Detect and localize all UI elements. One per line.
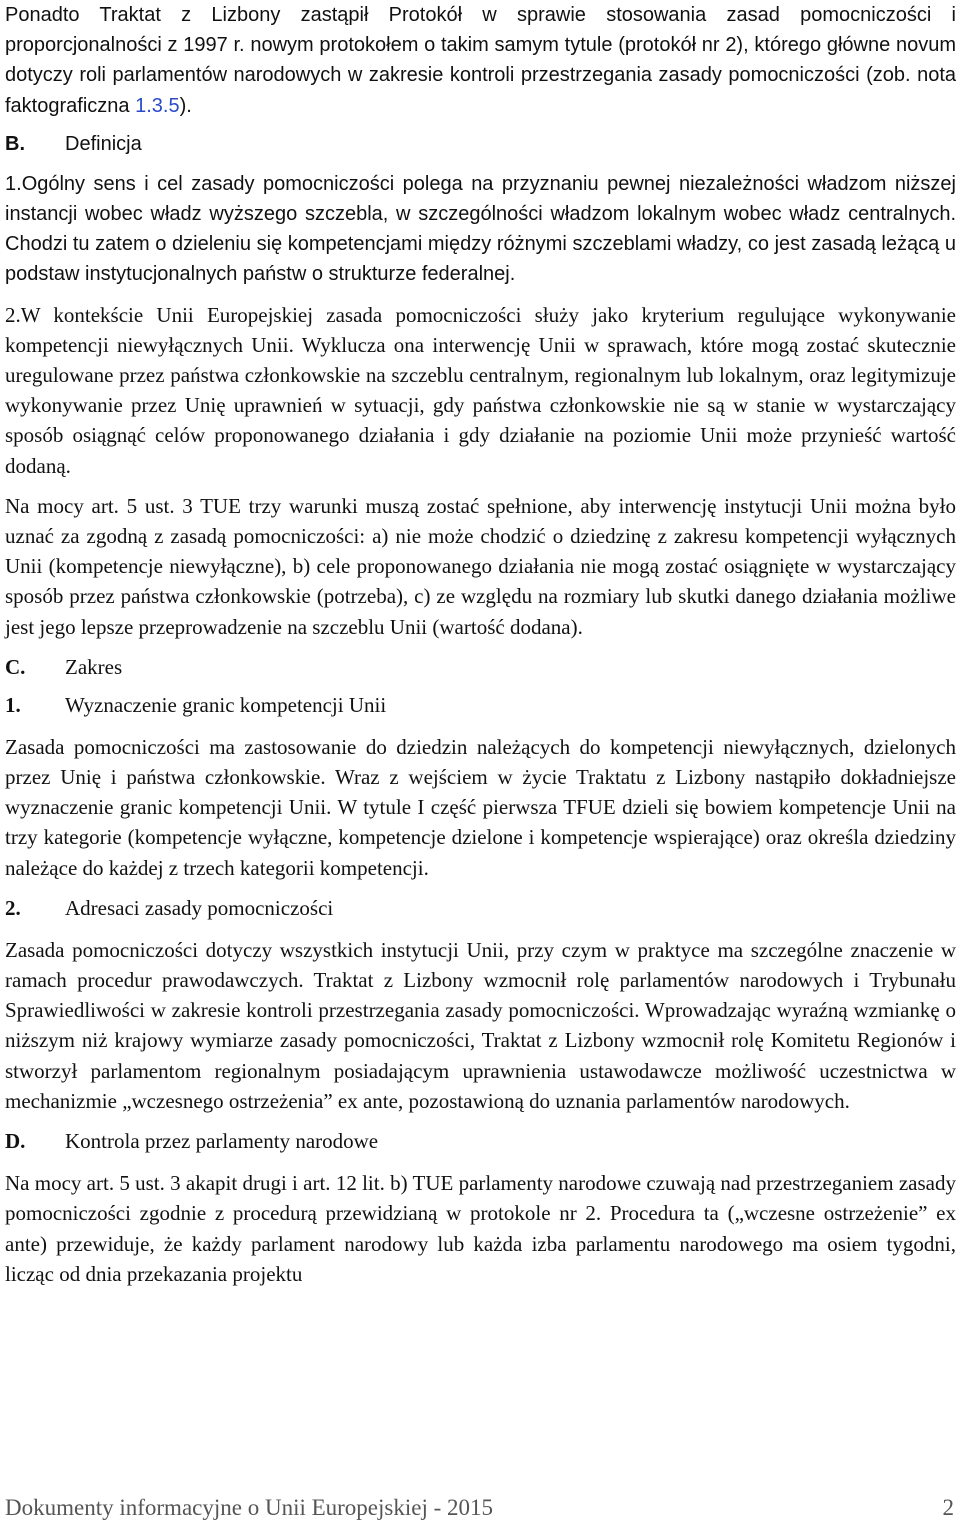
subsection-c1-number: 1. [5,692,21,717]
subsection-c2-title: Adresaci zasady pomocniczości [65,895,334,920]
intro-paragraph [5,0,956,121]
section-b-title: Definicja [65,132,142,155]
subsection-c1-text: Zasada pomocniczości ma zastosowanie do dziedzin należących do kompetencji niewyłącznych, dzielonych przez Unię i państwa członkowskie. Wraz z wejściem w życie Traktatu z Lizbony nastąpiło dokładniejsze wyznaczenie granic kompetencji Unii. W tytule I część pierwsza TFUE dzieli się bowiem kompetencje Unii na trzy kategorie (kompetencje wyłączne, kompetencje dzielone i kompetencje wspierające) oraz określa dziedziny należące do każdej z trzech kategorii kompetencji. [5,734,956,880]
section-d-text: Na mocy art. 5 ust. 3 akapit drugi i art. 12 lit. b) TUE parlamenty narodowe czuwają nad przestrzeganiem zasady pomocniczości zgodnie z procedurą przewidzianą w protokole nr 2. Procedura ta („wczesne ostrzeżenie” ex ante) przewiduje, że każdy parlament narodowy lub każda izba parlamentu narodowego ma osiem tygodni, licząc od dnia przekazania projektu [5,1171,956,1286]
section-b-paragraph-2 [5,300,956,481]
fact-sheet-link[interactable]: 1.3.5 [135,94,180,117]
intro-tail: ). [179,94,192,117]
subsection-c2-number: 2. [5,895,21,920]
section-b-paragraph-1 [5,169,956,290]
subsection-c2-text: Zasada pomocniczości dotyczy wszystkich instytucji Unii, przy czym w praktyce ma szczególne znaczenie w ramach procedur prawodawczych. Traktat z Lizbony wzmocnił rolę parlamentów narodowych i Trybunału Sprawiedliwości w zakresie kontroli przestrzegania zasady pomocniczości. Wprowadzając wyraźną wzmiankę o niższym niż krajowy wymiarze zasady pomocniczości, Traktat z Lizbony wzmocnił rolę Komitetu Regionów i stworzył parlamentom regionalnym posiadającym uprawnienia ustawodawcze możliwość uczestnictwa w mechanizmie „wczesnego ostrzeżenia” ex ante, pozostawioną do uznania parlamentów narodowych. [5,937,956,1113]
paragraph-text: W kontekście Unii Europejskiej zasada pomocniczości służy jako kryterium regulujące wykonywanie kompetencji niewyłącznych Unii. Wyklucza ona interwencję Unii w sprawach, które mogą zostać skutecznie uregulowane przez państwa członkowskie na szczeblu centralnym, regionalnym lub lokalnym, oraz legitymizuje wykonywanie przez Unię uprawnień w sytuacji, gdy państwa członkowskie nie są w stanie w wystarczający sposób osiągnąć celów proponowanego działania i gdy działanie na poziomie Unii może przynieść wartość dodaną. [5,302,956,478]
section-b-letter: B. [5,132,25,155]
subsection-c1-title: Wyznaczenie granic kompetencji Unii [65,692,387,717]
paragraph-text: Ogólny sens i cel zasady pomocniczości polega na przyznaniu pewnej niezależności władzom niższej instancji wobec władz wyższego szczebla, w szczególności władzom lokalnym wobec władz centralnych. Chodzi tu zatem o dzieleniu się kompetencjami między różnymi szczeblami władzy, co jest zasadą leżącą u podstaw instytucjonalnych państw o strukturze federalnej. [5,172,956,286]
subsection-c1-heading [5,690,956,722]
section-c-letter: C. [5,654,26,679]
section-c-title: Zakres [65,654,123,679]
page-footer [5,1493,956,1523]
section-c-heading [5,652,956,684]
section-d-title: Kontrola przez parlamenty narodowe [65,1129,379,1154]
paragraph-number: 1. [5,172,22,195]
document-page [5,0,956,1289]
page-number: 2 [942,1495,954,1520]
intro-text: Ponadto Traktat z Lizbony zastąpił Protokół w sprawie stosowania zasad pomocniczości i proporcjonalności z 1997 r. nowym protokołem o takim samym tytule (protokół nr 2), którego główne novum dotyczy roli parlamentów narodowych w zakresie kontroli przestrzegania zasady pomocniczości (zob. nota faktograficzna [5,4,956,117]
subsection-c2-heading [5,893,956,925]
section-d-letter: D. [5,1129,26,1154]
paragraph-number: 2. [5,302,21,327]
section-b-heading [5,129,956,161]
footer-title: Dokumenty informacyjne o Unii Europejskiej - 2015 [5,1495,494,1520]
section-d-heading [5,1126,956,1158]
section-b-paragraph-3: Na mocy art. 5 ust. 3 TUE trzy warunki muszą zostać spełnione, aby interwencję instytucji Unii można było uznać za zgodną z zasadą pomocniczości: a) nie może chodzić o dziedzinę z zakresu kompetencji wyłącznych Unii (kompetencje niewyłączne), b) cele proponowanego działania nie mogą zostać osiągnięte w wystarczający sposób przez państwa członkowskie (potrzeba), c) ze względu na rozmiary lub skutki danego działania możliwe jest jego lepsze przeprowadzenie na szczeblu Unii (wartość dodana). [5,493,956,639]
